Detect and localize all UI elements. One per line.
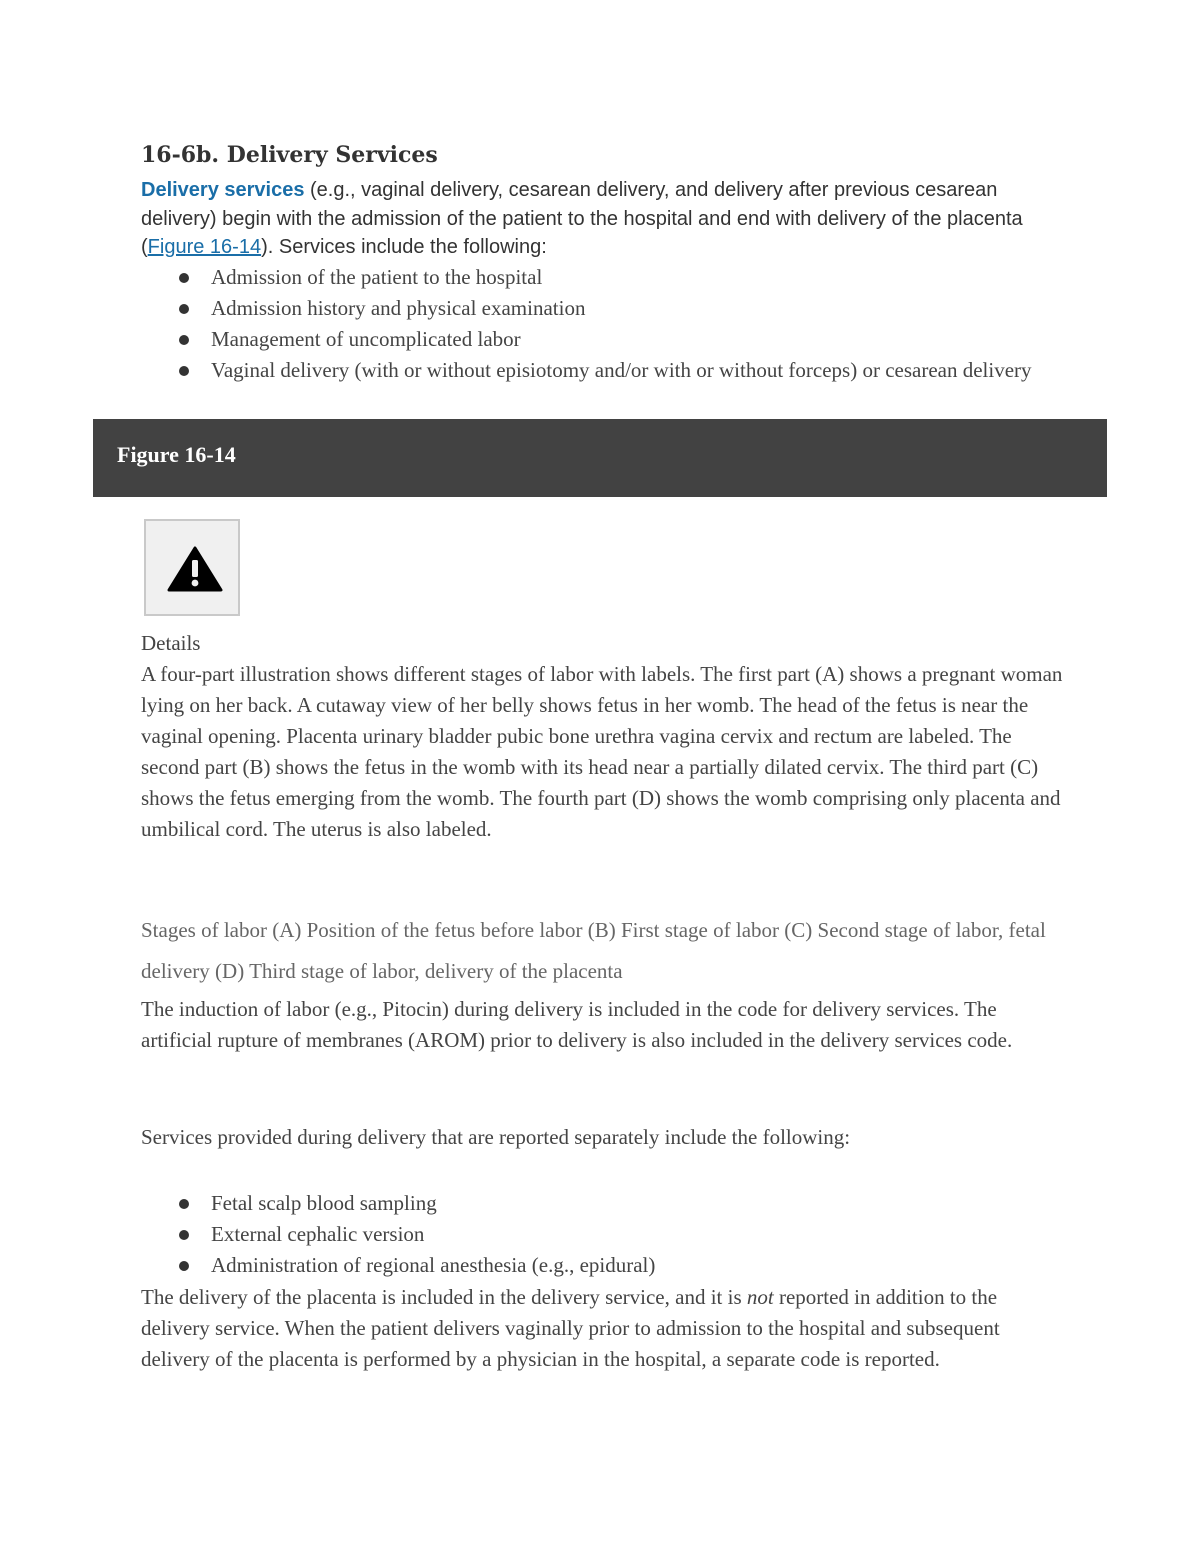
figure-header-bar <box>93 419 1107 497</box>
bullet-icon <box>179 366 189 376</box>
figure-title: Figure 16-14 <box>117 442 236 467</box>
reported-services-list <box>141 1188 1061 1281</box>
list-item <box>141 262 1061 293</box>
figure-16-14-link[interactable]: Figure 16-14 <box>147 236 262 258</box>
bullet-icon <box>179 304 189 314</box>
list-item <box>141 1250 1061 1281</box>
figure-description: A four-part illustration shows different stages of labor with labels. The first part (A) shows a pregnant woman lying on her back. A cutaway view of her belly shows fetus in her womb. The head of the fetus is near the vaginal opening. Placenta urinary bladder pubic bone urethra vagina cervix and rectum are labeled. The second part (B) shows the fetus in the womb with its head near a partially dilated cervix. The third part (C) shows the fetus emerging from the womb. The fourth part (D) shows the womb comprising only placenta and umbilical cord. The uterus is also labeled. <box>141 662 1063 841</box>
list-item <box>141 355 1061 386</box>
list-item <box>141 293 1061 324</box>
placenta-text-before-emphasis: The delivery of the placenta is included in the delivery service, and it is <box>141 1285 747 1309</box>
bullet-icon <box>179 1199 189 1209</box>
list-item-text: Admission of the patient to the hospital <box>211 265 543 289</box>
bullet-icon <box>179 1261 189 1271</box>
list-item-text: Management of uncomplicated labor <box>211 327 521 351</box>
bullet-icon <box>179 335 189 345</box>
induction-paragraph: The induction of labor (e.g., Pitocin) during delivery is included in the code for delivery services. The artificial rupture of membranes (AROM) prior to delivery is also included in the delivery services code. <box>141 997 1013 1052</box>
list-item-text: Fetal scalp blood sampling <box>211 1191 437 1215</box>
list-item-text: Administration of regional anesthesia (e.g., epidural) <box>211 1253 656 1277</box>
list-item <box>141 1188 1061 1219</box>
bullet-icon <box>179 273 189 283</box>
section-heading: 16-6b. Delivery Services <box>141 142 438 168</box>
emphasis-not: not <box>746 1285 774 1309</box>
list-item <box>141 324 1061 355</box>
list-item-text: Vaginal delivery (with or without episiotomy and/or with or without forceps) or cesarean delivery <box>211 358 1032 382</box>
details-label: Details <box>141 631 201 655</box>
intro-text-before-link: (e.g., vaginal delivery, cesarean delivery, and delivery after previous cesarean delivery) begin with the admission of the patient to the hospital and end with delivery of the placenta ( <box>141 179 1023 258</box>
list-item-text: External cephalic version <box>211 1222 425 1246</box>
intro-paragraph <box>141 176 1071 262</box>
placenta-text-after-emphasis: reported in addition to the delivery service. When the patient delivers vaginally prior to admission to the hospital and subsequent delivery of the placenta is performed by a physician in the hospital, a separate code is reported. <box>141 1285 1000 1371</box>
warning-icon <box>167 546 223 592</box>
placenta-paragraph <box>141 1282 1071 1375</box>
figure-caption: Stages of labor (A) Position of the fetus before labor (B) First stage of labor (C) Second stage of labor, fetal delivery (D) Third stage of labor, delivery of the placenta <box>141 918 1046 983</box>
reported-services-intro: Services provided during delivery that are reported separately include the following: <box>141 1125 851 1149</box>
list-item-text: Admission history and physical examination <box>211 296 586 320</box>
bullet-icon <box>179 1230 189 1240</box>
intro-text-after-link: ). Services include the following: <box>261 236 547 258</box>
delivery-services-term: Delivery services <box>141 179 305 201</box>
services-list <box>141 262 1061 386</box>
broken-image-placeholder[interactable] <box>144 519 240 616</box>
list-item <box>141 1219 1061 1250</box>
